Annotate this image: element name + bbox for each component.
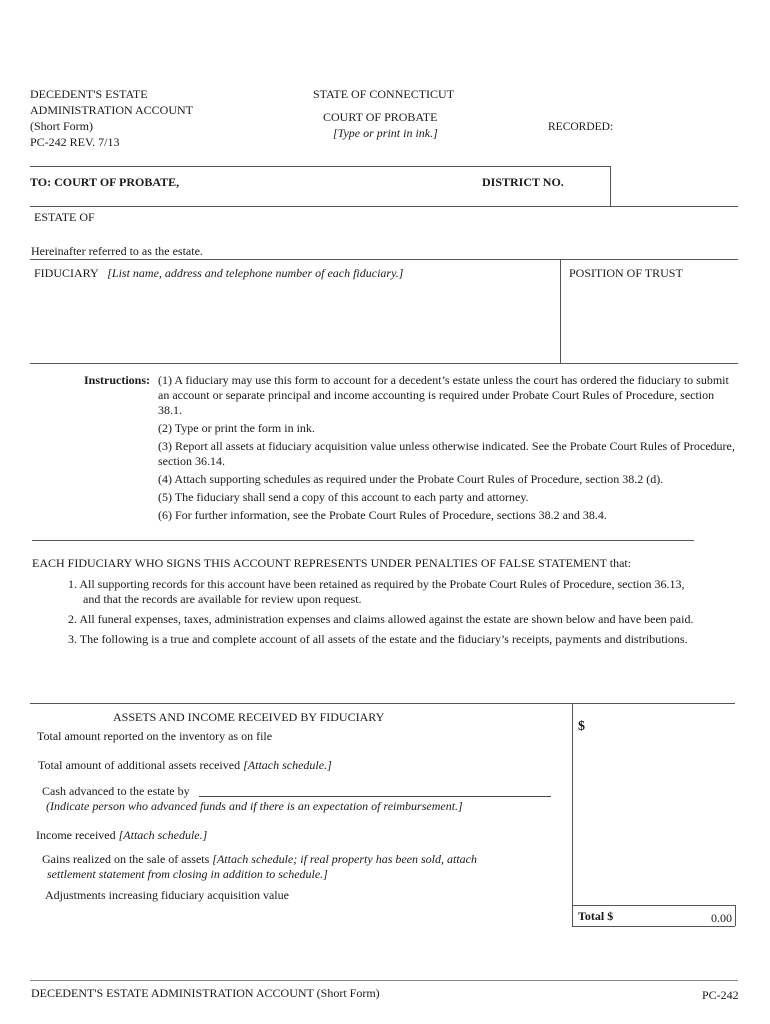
instructions-list bbox=[158, 373, 738, 526]
to-court-label: TO: COURT OF PROBATE, bbox=[30, 175, 180, 189]
divider bbox=[30, 206, 738, 207]
estate-of-label[interactable]: ESTATE OF bbox=[34, 210, 95, 224]
instruction-item: (6) For further information, see the Probate Court Rules of Procedure, sections 38.2 and 38.4. bbox=[158, 508, 607, 522]
gains-line: Gains realized on the sale of assets [Attach schedule; if real property has been sold, attach bbox=[42, 852, 478, 866]
income-received-line: Income received [Attach schedule.] bbox=[36, 828, 208, 842]
instruction-item: (3) Report all assets at fiduciary acquisition value unless otherwise indicated. See the Probate Court Rules of Procedure, section 36.14. bbox=[158, 439, 735, 468]
income-received-hint: [Attach schedule.] bbox=[118, 828, 208, 842]
additional-assets-line: Total amount of additional assets received [Attach schedule.] bbox=[38, 758, 332, 772]
divider bbox=[30, 980, 738, 981]
position-of-trust-label[interactable]: POSITION OF TRUST bbox=[569, 266, 683, 280]
divider bbox=[30, 703, 735, 704]
fiduciary-hint: [List name, address and telephone number of each fiduciary.] bbox=[107, 266, 404, 280]
instructions-label: Instructions: bbox=[84, 373, 151, 387]
adjustments-line: Adjustments increasing fiduciary acquisition value bbox=[45, 888, 289, 902]
divider bbox=[30, 363, 738, 364]
representation-item: 1. All supporting records for this account have been retained as required by the Probate Court Rules of Procedure, section 36.13, and that the records are available for review upon request. bbox=[68, 577, 685, 606]
hereinafter-text: Hereinafter referred to as the estate. bbox=[31, 244, 203, 258]
divider bbox=[32, 540, 694, 541]
divider bbox=[610, 166, 611, 206]
footer-title: DECEDENT'S ESTATE ADMINISTRATION ACCOUNT (Short Form) bbox=[31, 986, 380, 1000]
divider bbox=[30, 259, 738, 260]
fiduciary-field[interactable] bbox=[34, 266, 403, 281]
form-title-line-2: ADMINISTRATION ACCOUNT bbox=[30, 103, 194, 117]
divider bbox=[30, 166, 610, 167]
instruction-item: (1) A fiduciary may use this form to account for a decedent’s estate unless the court has ordered the fiduciary to submit an account or separate principal and income accounting is required under Probate Court Rules of Procedure, section 38.1. bbox=[158, 373, 729, 417]
footer-form-code: PC-242 bbox=[702, 988, 739, 1002]
divider bbox=[560, 259, 561, 363]
instruction-item: (4) Attach supporting schedules as required under the Probate Court Rules of Procedure, section 38.2 (d). bbox=[158, 472, 664, 486]
divider bbox=[572, 926, 735, 927]
total-value[interactable]: 0.00 bbox=[711, 911, 732, 925]
court-title: COURT OF PROBATE bbox=[323, 110, 438, 124]
dollar-sign: $ bbox=[578, 719, 585, 734]
fiduciary-label: FIDUCIARY bbox=[34, 266, 99, 280]
representation-heading: EACH FIDUCIARY WHO SIGNS THIS ACCOUNT REPRESENTS UNDER PENALTIES OF FALSE STATEMENT that: bbox=[32, 556, 632, 570]
representation-item: 2. All funeral expenses, taxes, administration expenses and claims allowed against the estate are shown below and have been paid. bbox=[68, 612, 694, 626]
total-label: Total $ bbox=[578, 909, 614, 923]
instruction-item: (2) Type or print the form in ink. bbox=[158, 421, 315, 435]
cash-advanced-input[interactable] bbox=[199, 796, 551, 797]
cash-advanced-line: Cash advanced to the estate by bbox=[42, 784, 190, 798]
divider bbox=[572, 703, 573, 926]
assets-heading: ASSETS AND INCOME RECEIVED BY FIDUCIARY bbox=[113, 710, 385, 724]
representation-list bbox=[68, 577, 748, 652]
form-short-label: (Short Form) bbox=[30, 119, 93, 133]
state-title: STATE OF CONNECTICUT bbox=[313, 87, 455, 101]
cash-advanced-hint: (Indicate person who advanced funds and if there is an expectation of reimbursement.] bbox=[46, 799, 463, 813]
gains-hint: [Attach schedule; if real property has been sold, attach bbox=[212, 852, 478, 866]
representation-item: 3. The following is a true and complete account of all assets of the estate and the fiduciary’s receipts, payments and distributions. bbox=[68, 632, 688, 646]
instruction-item: (5) The fiduciary shall send a copy of this account to each party and attorney. bbox=[158, 490, 529, 504]
gains-hint-continued: settlement statement from closing in addition to schedule.] bbox=[47, 867, 328, 881]
form-number: PC-242 REV. 7/13 bbox=[30, 135, 120, 149]
district-no-label[interactable]: DISTRICT NO. bbox=[482, 175, 564, 189]
form-title-line-1: DECEDENT'S ESTATE bbox=[30, 87, 148, 101]
ink-note: [Type or print in ink.] bbox=[333, 126, 438, 140]
additional-assets-hint: [Attach schedule.] bbox=[243, 758, 332, 772]
divider bbox=[572, 905, 735, 906]
recorded-label: RECORDED: bbox=[548, 121, 614, 133]
inventory-line: Total amount reported on the inventory as on file bbox=[37, 729, 273, 743]
divider bbox=[735, 905, 736, 926]
